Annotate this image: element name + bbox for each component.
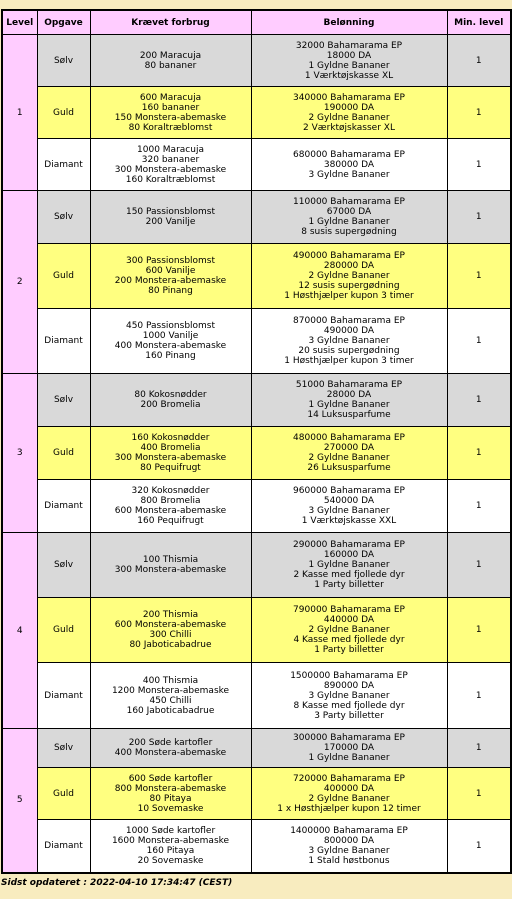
task-cell: Sølv bbox=[37, 729, 90, 768]
reward-item: 2 Værktøjskasser XL bbox=[303, 122, 395, 133]
reward-item: 2 Gyldne Bananer bbox=[308, 453, 390, 463]
reward-item: 67000 DA bbox=[326, 207, 372, 217]
required-item: 400 Monstera-abemaske bbox=[114, 748, 227, 758]
reward-item: 3 Party billetter bbox=[314, 710, 384, 721]
min-level-cell: 1 bbox=[447, 139, 511, 191]
reward-item: 170000 DA bbox=[323, 743, 375, 753]
level-cell: 2 bbox=[2, 191, 37, 374]
table-row bbox=[2, 87, 511, 139]
reward-item: 190000 DA bbox=[323, 102, 375, 113]
required-item: 1200 Monstera-abemaske bbox=[111, 685, 230, 696]
required-item: 160 Pitaya bbox=[146, 845, 195, 856]
required-item: 200 Monstera-abemaske bbox=[114, 276, 227, 286]
required-item: 200 Maracuja bbox=[139, 50, 202, 61]
level-cell: 4 bbox=[2, 533, 37, 729]
reward-item: 8 Kasse med fjollede dyr bbox=[293, 700, 405, 711]
min-level-cell: 1 bbox=[447, 820, 511, 873]
required-item: 600 Vanilje bbox=[145, 266, 196, 276]
required-cell bbox=[90, 598, 251, 663]
required-item: 160 Jaboticabadrue bbox=[126, 705, 215, 716]
required-item: 80 Pinang bbox=[148, 286, 193, 296]
required-item: 1000 Maracuja bbox=[137, 144, 204, 155]
required-item: 800 Bromelia bbox=[140, 496, 201, 506]
task-cell: Guld bbox=[37, 87, 90, 139]
reward-item: 4 Kasse med fjollede dyr bbox=[293, 635, 405, 645]
reward-item: 490000 DA bbox=[323, 326, 375, 336]
task-cell: Diamant bbox=[37, 309, 90, 374]
required-item: 80 Pitaya bbox=[149, 793, 192, 804]
table-row bbox=[2, 663, 511, 729]
required-cell bbox=[90, 244, 251, 309]
required-item: 1000 Søde kartofler bbox=[125, 825, 216, 836]
required-item: 80 Koraltræblomst bbox=[128, 122, 213, 133]
reward-item: 3 Gyldne Bananer bbox=[308, 169, 390, 180]
reward-item: 280000 DA bbox=[323, 261, 375, 271]
reward-item: 12 susis supergødning bbox=[298, 281, 400, 291]
required-item: 300 Monstera-abemaske bbox=[114, 453, 227, 463]
reward-item: 3 Gyldne Bananer bbox=[308, 690, 390, 701]
reward-item: 870000 Bahamarama EP bbox=[293, 316, 405, 326]
reward-item: 300000 Bahamarama EP bbox=[293, 733, 405, 743]
reward-item: 1 Gyldne Bananer bbox=[308, 753, 390, 763]
reward-item: 1400000 Bahamarama EP bbox=[290, 825, 408, 836]
table-row bbox=[2, 533, 511, 598]
header-reward: Belønning bbox=[251, 10, 447, 35]
task-cell: Guld bbox=[37, 768, 90, 820]
reward-item: 2 Gyldne Bananer bbox=[308, 112, 390, 123]
last-updated: Sidst opdateret : 2022-04-10 17:34:47 (CEST) bbox=[1, 878, 233, 888]
required-cell bbox=[90, 35, 251, 87]
reward-cell bbox=[251, 427, 447, 480]
min-level-cell: 1 bbox=[447, 533, 511, 598]
task-cell: Guld bbox=[37, 427, 90, 480]
task-cell: Diamant bbox=[37, 139, 90, 191]
reward-item: 540000 DA bbox=[323, 496, 375, 506]
required-item: 160 Koraltræblomst bbox=[125, 174, 216, 185]
required-cell bbox=[90, 480, 251, 533]
min-level-cell: 1 bbox=[447, 87, 511, 139]
required-item: 80 Jaboticabadrue bbox=[129, 640, 212, 650]
reward-item: 1 Gyldne Bananer bbox=[308, 217, 390, 227]
level-cell: 5 bbox=[2, 729, 37, 873]
level-cell: 3 bbox=[2, 374, 37, 533]
reward-cell bbox=[251, 309, 447, 374]
reward-cell bbox=[251, 35, 447, 87]
required-cell bbox=[90, 427, 251, 480]
required-item: 300 Passionsblomst bbox=[125, 256, 216, 266]
task-cell: Sølv bbox=[37, 35, 90, 87]
reward-cell bbox=[251, 139, 447, 191]
reward-item: 18000 DA bbox=[326, 50, 372, 61]
header-required: Krævet forbrug bbox=[90, 10, 251, 35]
min-level-cell: 1 bbox=[447, 35, 511, 87]
reward-item: 3 Gyldne Bananer bbox=[308, 506, 390, 516]
reward-item: 1 Værktøjskasse XXL bbox=[301, 516, 397, 526]
table-row bbox=[2, 598, 511, 663]
reward-item: 800000 DA bbox=[323, 835, 375, 846]
reward-cell bbox=[251, 729, 447, 768]
required-item: 1600 Monstera-abemaske bbox=[111, 835, 230, 846]
reward-item: 1 Gyldne Bananer bbox=[308, 400, 390, 410]
required-item: 1000 Vanilje bbox=[142, 331, 199, 341]
reward-item: 380000 DA bbox=[323, 159, 375, 170]
table-row bbox=[2, 374, 511, 427]
table-row bbox=[2, 309, 511, 374]
reward-item: 1 Høsthjælper kupon 3 timer bbox=[284, 291, 414, 301]
required-item: 400 Thismia bbox=[142, 675, 199, 686]
reward-item: 1 Party billetter bbox=[314, 580, 384, 590]
header-min-level: Min. level bbox=[447, 10, 511, 35]
reward-item: 480000 Bahamarama EP bbox=[293, 433, 405, 443]
required-item: 200 Thismia bbox=[142, 610, 199, 620]
reward-item: 160000 DA bbox=[323, 550, 375, 560]
reward-item: 340000 Bahamarama EP bbox=[293, 92, 405, 103]
required-item: 160 bananer bbox=[141, 102, 200, 113]
reward-item: 14 Luksusparfume bbox=[307, 410, 391, 420]
required-item: 10 Sovemaske bbox=[137, 803, 204, 814]
reward-item: 51000 Bahamarama EP bbox=[295, 380, 403, 390]
min-level-cell: 1 bbox=[447, 768, 511, 820]
table-row bbox=[2, 427, 511, 480]
reward-item: 1 Høsthjælper kupon 3 timer bbox=[284, 356, 414, 366]
required-item: 600 Maracuja bbox=[139, 92, 202, 103]
reward-cell bbox=[251, 768, 447, 820]
task-cell: Guld bbox=[37, 244, 90, 309]
reward-cell bbox=[251, 374, 447, 427]
reward-item: 1 Party billetter bbox=[314, 645, 384, 655]
required-cell bbox=[90, 729, 251, 768]
reward-item: 890000 DA bbox=[323, 680, 375, 691]
table-row bbox=[2, 139, 511, 191]
required-item: 200 Søde kartofler bbox=[128, 738, 213, 748]
required-item: 160 Kokosnødder bbox=[131, 433, 210, 443]
level-cell: 1 bbox=[2, 35, 37, 191]
reward-item: 2 Gyldne Bananer bbox=[308, 793, 390, 804]
reward-item: 28000 DA bbox=[326, 390, 372, 400]
required-cell bbox=[90, 374, 251, 427]
task-cell: Sølv bbox=[37, 533, 90, 598]
reward-item: 32000 Bahamarama EP bbox=[295, 40, 403, 51]
reward-item: 490000 Bahamarama EP bbox=[293, 251, 405, 261]
reward-cell bbox=[251, 480, 447, 533]
reward-item: 400000 DA bbox=[323, 783, 375, 794]
min-level-cell: 1 bbox=[447, 729, 511, 768]
reward-item: 440000 DA bbox=[323, 615, 375, 625]
required-item: 320 Kokosnødder bbox=[131, 486, 210, 496]
reward-item: 1 Gyldne Bananer bbox=[308, 560, 390, 570]
reward-item: 20 susis supergødning bbox=[298, 346, 400, 356]
min-level-cell: 1 bbox=[447, 663, 511, 729]
header-level: Level bbox=[2, 10, 37, 35]
required-item: 400 Bromelia bbox=[140, 443, 201, 453]
task-cell: Diamant bbox=[37, 480, 90, 533]
required-item: 80 Kokosnødder bbox=[134, 390, 207, 400]
required-item: 80 Pequifrugt bbox=[140, 463, 201, 473]
required-item: 150 Passionsblomst bbox=[125, 207, 216, 217]
reward-item: 1 Gyldne Bananer bbox=[308, 60, 390, 71]
required-item: 400 Monstera-abemaske bbox=[114, 341, 227, 351]
task-cell: Diamant bbox=[37, 663, 90, 729]
table-row bbox=[2, 729, 511, 768]
reward-item: 790000 Bahamarama EP bbox=[293, 605, 405, 615]
required-cell bbox=[90, 191, 251, 244]
reward-cell bbox=[251, 244, 447, 309]
min-level-cell: 1 bbox=[447, 309, 511, 374]
min-level-cell: 1 bbox=[447, 244, 511, 309]
min-level-cell: 1 bbox=[447, 427, 511, 480]
table-row bbox=[2, 35, 511, 87]
required-item: 100 Thismia bbox=[142, 555, 199, 565]
table-row bbox=[2, 820, 511, 873]
table-row bbox=[2, 768, 511, 820]
task-cell: Sølv bbox=[37, 374, 90, 427]
required-item: 450 Passionsblomst bbox=[125, 321, 216, 331]
required-item: 450 Chilli bbox=[149, 695, 192, 706]
required-item: 800 Monstera-abemaske bbox=[114, 783, 227, 794]
reward-item: 680000 Bahamarama EP bbox=[293, 149, 405, 160]
required-item: 600 Monstera-abemaske bbox=[114, 506, 227, 516]
reward-cell bbox=[251, 820, 447, 873]
min-level-cell: 1 bbox=[447, 191, 511, 244]
table-body bbox=[2, 35, 511, 873]
reward-cell bbox=[251, 87, 447, 139]
reward-item: 960000 Bahamarama EP bbox=[293, 486, 405, 496]
reward-item: 1 x Høsthjælper kupon 12 timer bbox=[277, 803, 421, 814]
task-cell: Sølv bbox=[37, 191, 90, 244]
reward-cell bbox=[251, 533, 447, 598]
required-item: 300 Monstera-abemaske bbox=[114, 164, 227, 175]
required-cell bbox=[90, 309, 251, 374]
table-row bbox=[2, 480, 511, 533]
required-cell bbox=[90, 768, 251, 820]
header-task: Opgave bbox=[37, 10, 90, 35]
reward-cell bbox=[251, 598, 447, 663]
reward-item: 26 Luksusparfume bbox=[307, 463, 391, 473]
required-item: 300 Chilli bbox=[149, 630, 192, 640]
reward-item: 3 Gyldne Bananer bbox=[308, 336, 390, 346]
header-row bbox=[2, 10, 511, 35]
required-item: 20 Sovemaske bbox=[137, 855, 204, 866]
reward-item: 270000 DA bbox=[323, 443, 375, 453]
quest-table bbox=[1, 9, 512, 874]
reward-item: 1 Stald høstbonus bbox=[308, 855, 390, 866]
required-cell bbox=[90, 533, 251, 598]
required-item: 160 Pinang bbox=[145, 351, 196, 361]
required-item: 320 bananer bbox=[141, 154, 200, 165]
required-item: 200 Vanilje bbox=[145, 217, 196, 227]
min-level-cell: 1 bbox=[447, 374, 511, 427]
required-cell bbox=[90, 87, 251, 139]
reward-item: 110000 Bahamarama EP bbox=[293, 197, 405, 207]
reward-cell bbox=[251, 191, 447, 244]
reward-item: 2 Gyldne Bananer bbox=[308, 625, 390, 635]
reward-item: 290000 Bahamarama EP bbox=[293, 540, 405, 550]
min-level-cell: 1 bbox=[447, 480, 511, 533]
required-item: 150 Monstera-abemaske bbox=[114, 112, 227, 123]
reward-cell bbox=[251, 663, 447, 729]
reward-item: 3 Gyldne Bananer bbox=[308, 845, 390, 856]
required-item: 300 Monstera-abemaske bbox=[114, 565, 227, 575]
reward-item: 8 susis supergødning bbox=[301, 227, 397, 237]
min-level-cell: 1 bbox=[447, 598, 511, 663]
reward-item: 1 Værktøjskasse XL bbox=[304, 70, 394, 81]
task-cell: Guld bbox=[37, 598, 90, 663]
required-cell bbox=[90, 139, 251, 191]
reward-item: 720000 Bahamarama EP bbox=[293, 773, 405, 784]
required-item: 600 Søde kartofler bbox=[128, 773, 213, 784]
required-cell bbox=[90, 663, 251, 729]
reward-item: 2 Kasse med fjollede dyr bbox=[293, 570, 405, 580]
required-item: 200 Bromelia bbox=[140, 400, 201, 410]
required-item: 80 bananer bbox=[144, 60, 197, 71]
task-cell: Diamant bbox=[37, 820, 90, 873]
required-cell bbox=[90, 820, 251, 873]
table-row bbox=[2, 244, 511, 309]
reward-item: 2 Gyldne Bananer bbox=[308, 271, 390, 281]
table-row bbox=[2, 191, 511, 244]
required-item: 600 Monstera-abemaske bbox=[114, 620, 227, 630]
reward-item: 1500000 Bahamarama EP bbox=[290, 670, 408, 681]
required-item: 160 Pequifrugt bbox=[137, 516, 204, 526]
